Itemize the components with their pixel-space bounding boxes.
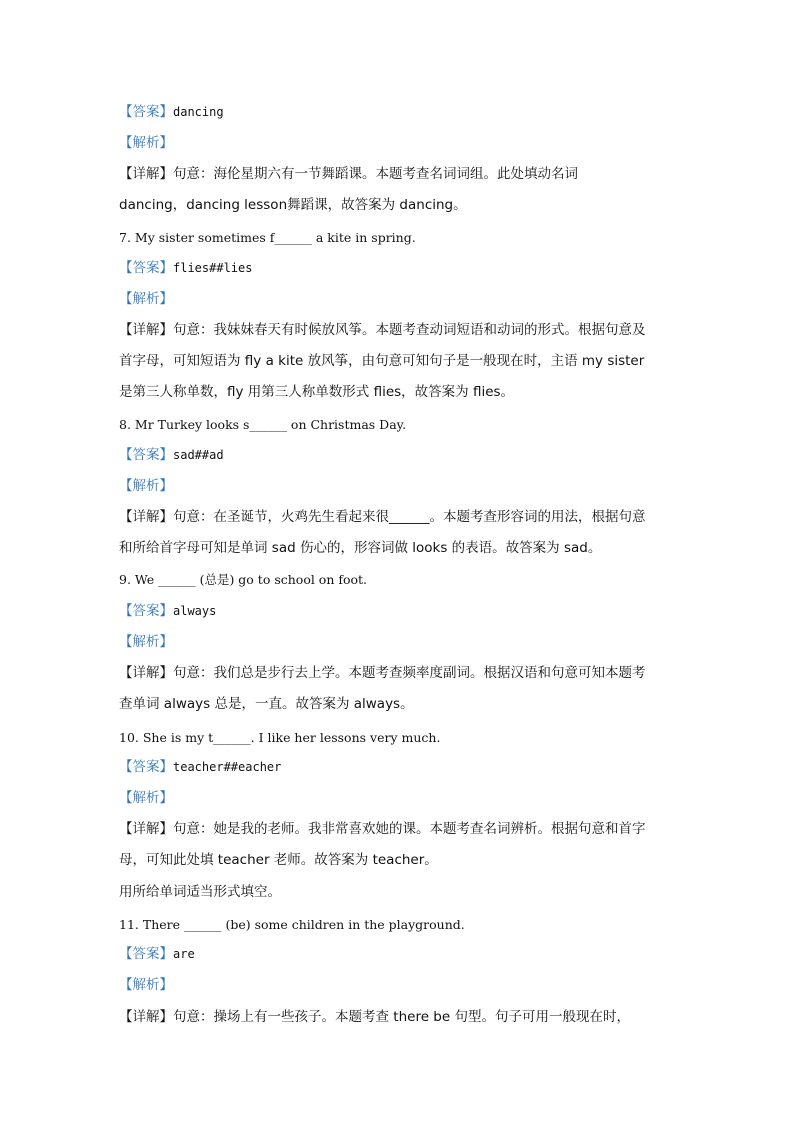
detail-tag: 【详解】 [119,821,173,837]
detail-line-10a [119,819,684,839]
detail-text: 句意：操场上有一些孩子。本题考查 there be 句型。句子可用一般现在时， [173,1009,630,1025]
question-8: 8. Mr Turkey looks s______ on Christmas Day. [119,417,407,432]
detail-text: 是第三人称单数，fly 用第三人称单数形式 flies，故答案为 flies。 [119,384,515,400]
answer-line-10 [119,757,684,777]
detail-line-6b [119,195,684,215]
answer-text: flies##lies [173,261,253,275]
answer-text: are [173,947,195,961]
answer-text: teacher##eacher [173,760,282,774]
answer-line-8 [119,445,684,465]
detail-line-9a [119,663,684,683]
question-7: 7. My sister sometimes f______ a kite in spring. [119,230,416,245]
detail-line-8a [119,507,684,527]
detail-line-6a [119,164,684,184]
detail-tag: 【详解】 [119,509,173,525]
analysis-tag: 【解析】 [119,478,173,494]
answer-line-11 [119,944,684,964]
answer-line-9 [119,601,684,621]
detail-text: 首字母，可知短语为 fly a kite 放风筝，由句意可知句子是一般现在时，主语 my sister [119,353,645,369]
answer-tag: 【答案】 [119,759,173,775]
analysis-line-6 [119,133,684,153]
answer-text: dancing [173,105,224,119]
analysis-line-10 [119,788,684,808]
detail-text: 句意：我们总是步行去上学。本题考查频率度副词。根据汉语和句意可知本题考 [173,665,646,681]
detail-line-7c [119,382,684,402]
analysis-tag: 【解析】 [119,634,173,650]
analysis-tag: 【解析】 [119,977,173,993]
analysis-tag: 【解析】 [119,135,173,151]
answer-text: sad##ad [173,448,224,462]
answer-tag: 【答案】 [119,447,173,463]
answer-line-6 [119,102,684,122]
answer-tag: 【答案】 [119,603,173,619]
detail-line-7a [119,320,684,340]
detail-line-11a [119,1007,684,1027]
detail-line-7b [119,351,684,371]
answer-line-7 [119,258,684,278]
detail-tag: 【详解】 [119,1009,173,1025]
detail-text: 句意：她是我的老师。我非常喜欢她的课。本题考查名词辨析。根据句意和首字 [173,821,646,837]
question-11: 11. There ______ (be) some children in the playground. [119,917,465,932]
detail-text: 母，可知此处填 teacher 老师。故答案为 teacher。 [119,852,438,868]
analysis-tag: 【解析】 [119,291,173,307]
detail-line-9b [119,694,684,714]
detail-text: 句意：在圣诞节，火鸡先生看起来很______。本题考查形容词的用法，根据句意 [173,509,646,525]
detail-line-8b [119,538,684,558]
detail-tag: 【详解】 [119,665,173,681]
detail-text: 句意：我妹妹春天有时候放风筝。本题考查动词短语和动词的形式。根据句意及 [173,322,646,338]
analysis-tag: 【解析】 [119,790,173,806]
analysis-line-8 [119,476,684,496]
detail-tag: 【详解】 [119,166,173,182]
answer-tag: 【答案】 [119,260,173,276]
answer-text: always [173,604,217,618]
detail-text: 句意：海伦星期六有一节舞蹈课。本题考查名词词组。此处填动名词 [173,166,578,182]
analysis-line-9 [119,632,684,652]
detail-tag: 【详解】 [119,322,173,338]
question-9: 9. We ______ (总是) go to school on foot. [119,572,368,587]
detail-text: dancing，dancing lesson舞蹈课，故答案为 dancing。 [119,197,467,213]
answer-tag: 【答案】 [119,946,173,962]
question-10: 10. She is my t______. I like her lessons very much. [119,730,441,745]
analysis-line-7 [119,289,684,309]
section-instruction: 用所给单词适当形式填空。 [119,884,281,900]
detail-text: 和所给首字母可知是单词 sad 伤心的，形容词做 looks 的表语。故答案为 sad。 [119,540,602,556]
detail-line-10b [119,850,684,870]
detail-text: 查单词 always 总是，一直。故答案为 always。 [119,696,414,712]
answer-tag: 【答案】 [119,104,173,120]
analysis-line-11 [119,975,684,995]
